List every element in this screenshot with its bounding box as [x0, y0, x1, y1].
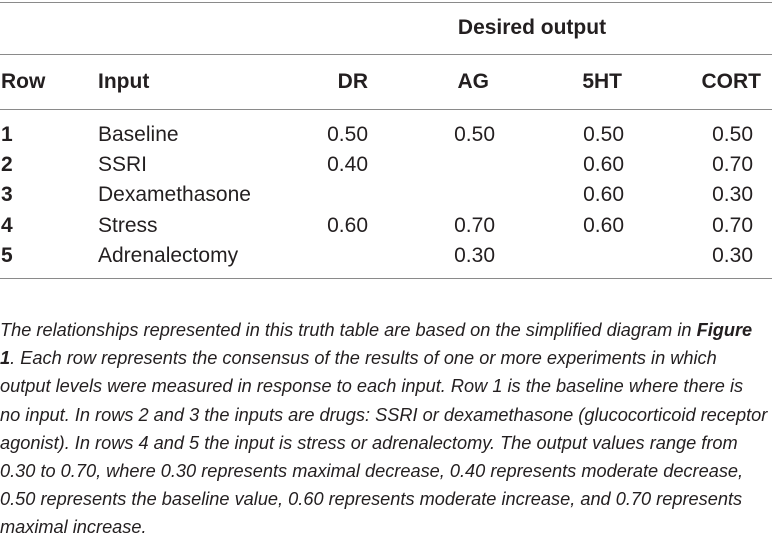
dr-value: 0.40 [327, 153, 368, 176]
group-header-rule [0, 54, 772, 55]
table-caption [0, 316, 768, 542]
header-row: Row [1, 70, 46, 93]
dr-value: 0.60 [327, 214, 368, 237]
table-top-rule [0, 2, 772, 3]
5ht-value: 0.60 [583, 183, 624, 206]
cort-value: 0.50 [712, 123, 753, 146]
cort-value: 0.30 [712, 244, 753, 267]
header-input: Input [98, 70, 150, 93]
row-input: Baseline [98, 123, 179, 146]
5ht-value: 0.60 [583, 214, 624, 237]
5ht-value: 0.60 [583, 153, 624, 176]
header-cort: CORT [701, 70, 761, 93]
row-number: 2 [1, 153, 13, 176]
row-number: 1 [1, 123, 13, 146]
caption-text-start: The relationships represented in this truth table are based on the simplified diagram in [0, 320, 697, 340]
header-ag: AG [457, 70, 489, 93]
row-input: SSRI [98, 153, 148, 176]
ag-value: 0.70 [454, 214, 495, 237]
ag-value: 0.50 [454, 123, 495, 146]
row-number: 5 [1, 244, 13, 267]
cort-value: 0.70 [712, 214, 753, 237]
row-number: 3 [1, 183, 13, 206]
header-dr: DR [337, 70, 368, 93]
row-input: Adrenalectomy [98, 244, 239, 267]
caption-text-end: . Each row represents the consensus of the results of one or more experiments in which output levels were measured in response to each input. Row 1 is the baseline where there is no input. In rows 2 and 3 the inputs are drugs: SSRI or dexamethasone (glucocorticoid receptor agonist). In rows 4 and 5 the input is stress or adrenalectomy. The output values range from 0.30 to 0.70, where 0.30 represents maximal decrease, 0.40 represents moderate decrease, 0.50 represents the baseline value, 0.60 represents moderate increase, and 0.70 represents maximal increase. [0, 348, 768, 538]
row-input: Stress [98, 214, 158, 237]
ag-value: 0.30 [454, 244, 495, 267]
5ht-value: 0.50 [583, 123, 624, 146]
row-number: 4 [1, 214, 13, 237]
desired-output-header: Desired output [457, 16, 607, 39]
dr-value: 0.50 [327, 123, 368, 146]
header-5ht: 5HT [582, 70, 622, 93]
table-bottom-rule [0, 278, 772, 279]
cort-value: 0.30 [712, 183, 753, 206]
cort-value: 0.70 [712, 153, 753, 176]
row-input: Dexamethasone [98, 183, 251, 206]
figure-1-link[interactable]: Figure 1 [0, 320, 753, 369]
header-bottom-rule [0, 109, 772, 110]
